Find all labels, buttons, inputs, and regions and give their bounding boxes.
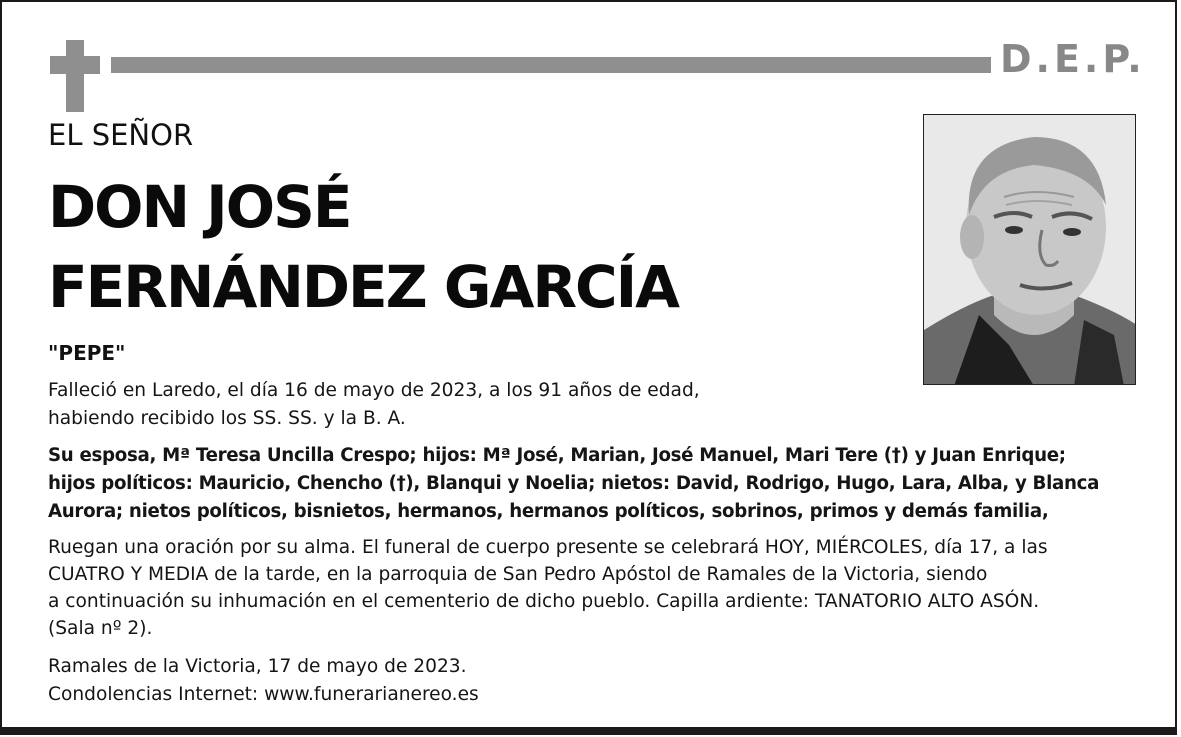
funeral-line: a continuación su inhumación en el cementerio de dicho pueblo. Capilla ardiente: TANATORIO ALTO ASÓN. — [48, 591, 1040, 612]
family-line: Su esposa, Mª Teresa Uncilla Crespo; hijos: Mª José, Marian, José Manuel, Mari Tere (†) y Juan Enrique; — [48, 445, 1066, 466]
death-info-line: habiendo recibido los SS. SS. y la B. A. — [48, 408, 406, 429]
portrait-photo — [923, 114, 1136, 385]
cross-icon — [66, 40, 84, 112]
deceased-nickname: "PEPE" — [48, 341, 126, 365]
dep-label: D.E.P. — [1000, 37, 1146, 81]
deceased-name-line1: DON JOSÉ — [48, 173, 351, 241]
funeral-line: CUATRO Y MEDIA de la tarde, en la parroquia de San Pedro Apóstol de Ramales de la Victoria, siendo — [48, 564, 988, 585]
place-date: Ramales de la Victoria, 17 de mayo de 2023. — [48, 656, 467, 677]
family-line: hijos políticos: Mauricio, Chencho (†), Blanqui y Noelia; nietos: David, Rodrigo, Hugo, Lara, Alba, y Blanca — [48, 473, 1100, 494]
header-rule — [111, 57, 991, 73]
deceased-name-line2: FERNÁNDEZ GARCÍA — [48, 253, 679, 321]
funeral-line: Ruegan una oración por su alma. El funeral de cuerpo presente se celebrará HOY, MIÉRCOLES, día 17, a las — [48, 537, 1048, 558]
funeral-line: (Sala nº 2). — [48, 618, 153, 639]
family-line: Aurora; nietos políticos, bisnietos, hermanos, hermanos políticos, sobrinos, primos y demás familia, — [48, 501, 1049, 522]
honorific-title: EL SEÑOR — [48, 118, 194, 152]
condolences-line: Condolencias Internet: www.funerarianereo.es — [48, 684, 479, 705]
cross-icon-bar — [50, 56, 100, 74]
death-info-line: Falleció en Laredo, el día 16 de mayo de 2023, a los 91 años de edad, — [48, 380, 700, 401]
